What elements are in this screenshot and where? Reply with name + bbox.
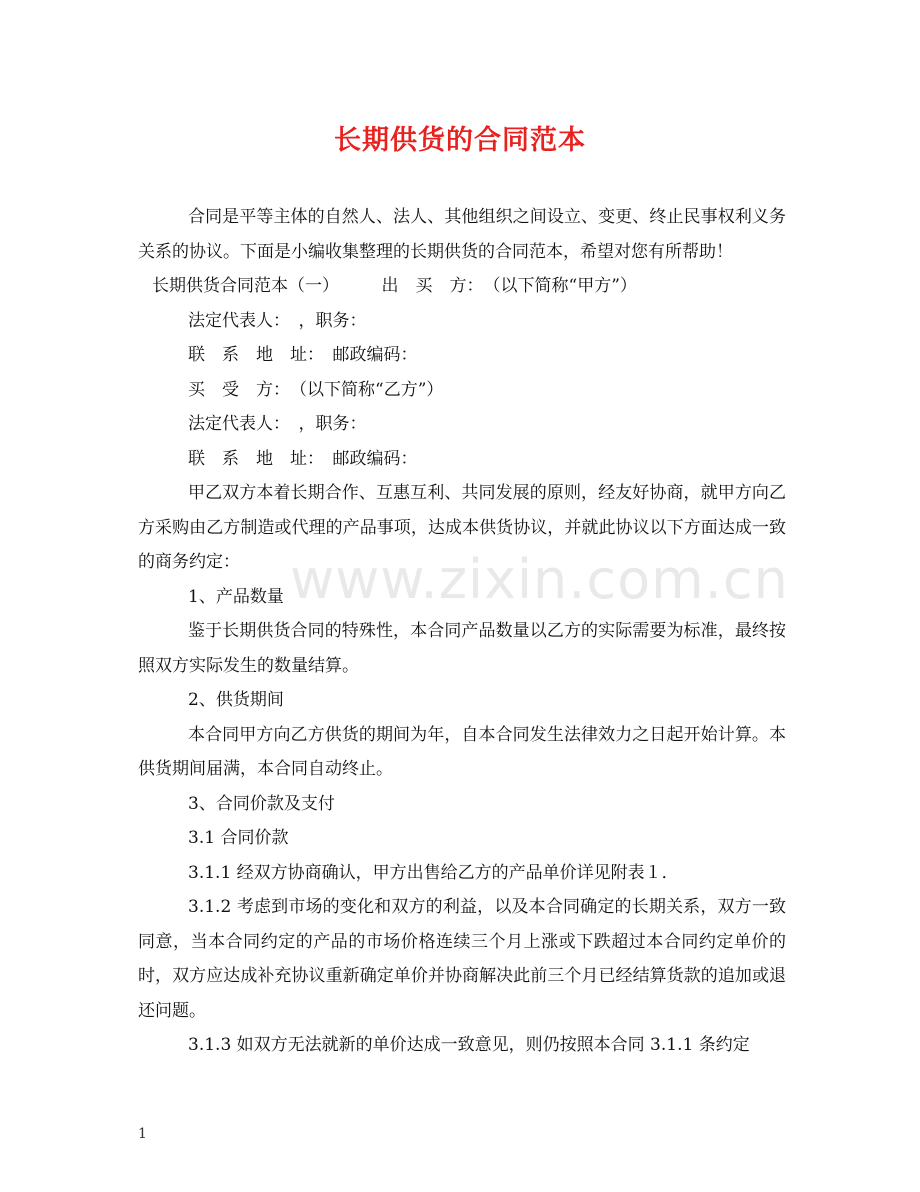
buyer-representative-line: 法定代表人： ，职务：	[188, 414, 367, 434]
quantity-paragraph: 鉴于长期供货合同的特殊性，本合同产品数量以乙方的实际需要为标准，最终按照双方实际发生的数量结算。	[138, 621, 786, 676]
clause-3-1-3: 3.1.3 如双方无法就新的单价达成一致意见，则仍按照本合同 3.1.1 条约定	[188, 1035, 750, 1055]
section-heading-supply-period: 2、供货期间	[188, 690, 284, 710]
document-body	[138, 200, 786, 1063]
section-heading-quantity: 1、产品数量	[188, 586, 284, 607]
buyer-line: 买 受 方： （以下简称“乙方”）	[188, 379, 444, 400]
clause-3-1-1: 3.1.1 经双方协商确认，甲方出售给乙方的产品单价详见附表１．	[188, 862, 679, 883]
document-title: 长期供货的合同范本	[334, 125, 586, 156]
page-number: 1	[138, 1126, 147, 1142]
buyer-address-line: 联 系 地 址： 邮政编码：	[188, 448, 418, 469]
agreement-paragraph: 甲乙双方本着长期合作、互惠互利、共同发展的原则，经友好协商，就甲方向乙方采购由乙方制造或代理的产品事项，达成本供货协议，并就此协议以下方面达成一致的商务约定：	[138, 483, 786, 572]
intro-paragraph: 合同是平等主体的自然人、法人、其他组织之间设立、变更、终止民事权利义务关系的协议。下面是小编收集整理的长期供货的合同范本，希望对您有所帮助！	[138, 207, 786, 262]
seller-address-line: 联 系 地 址： 邮政编码：	[188, 345, 418, 365]
supply-period-paragraph: 本合同甲方向乙方供货的期间为年，自本合同发生法律效力之日起开始计算。本供货期间届满，本合同自动终止。	[138, 724, 786, 779]
clause-3-1-2: 3.1.2 考虑到市场的变化和双方的利益，以及本合同确定的长期关系，双方一致同意，当本合同约定的产品的市场价格连续三个月上涨或下跌超过本合同约定单价的时，双方应达成补充协议重新确定单价并协商解决此前三个月已经结算货款的追加或退还问题。	[138, 897, 786, 1021]
contract-sample-heading: 长期供货合同范本（一） 出 买 方： （以下简称“甲方”）	[152, 276, 637, 296]
watermark: www.zixin.com.cn	[290, 548, 789, 611]
section-heading-price-payment: 3、合同价款及支付	[188, 793, 335, 814]
subsection-heading-price: 3.1 合同价款	[188, 828, 289, 848]
seller-representative-line: 法定代表人： ，职务：	[188, 310, 367, 331]
